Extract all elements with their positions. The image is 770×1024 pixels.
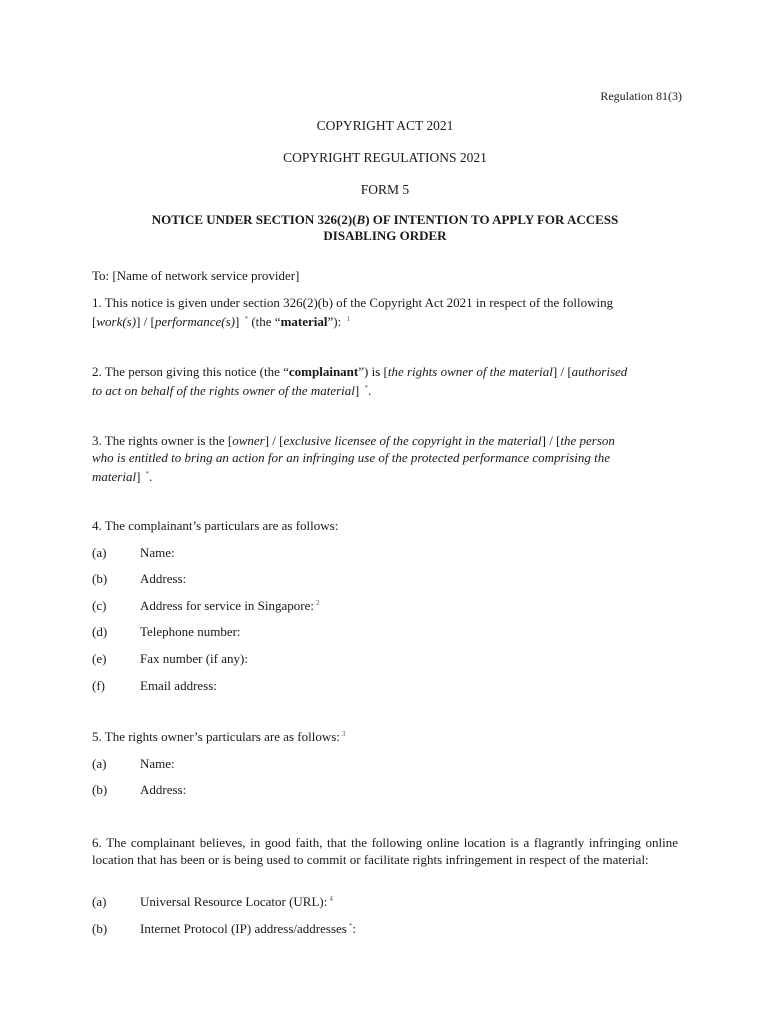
form-heading: FORM 5 (360, 182, 410, 197)
notice-title (0, 212, 770, 244)
p5-item-b-label: (b) (92, 782, 108, 797)
notice-title-part2: ) OF INTENTION TO APPLY FOR ACCESS (365, 212, 619, 227)
to-line: To: [Name of network service provider] (92, 268, 300, 283)
notice-title-line2: DISABLING ORDER (323, 228, 447, 243)
p1-text-4: ] (235, 314, 243, 329)
p4-item-c-footnote: 2 (316, 599, 320, 607)
p3-text-4: ] (136, 469, 144, 484)
p3-text-2: ] / [ (264, 433, 284, 448)
p4-item-d-text: Telephone number: (140, 624, 241, 639)
p6-item-b-tail: : (352, 921, 356, 936)
p4-item-a-label: (a) (92, 545, 107, 560)
p6-item-a-label: (a) (92, 894, 107, 909)
paragraph-1 (92, 294, 678, 330)
notice-title-part1: NOTICE UNDER SECTION 326(2)( (151, 212, 357, 227)
p1-material: material (280, 314, 328, 329)
p4-item-e-label: (e) (92, 651, 107, 666)
p2-footnote-star: * (364, 384, 368, 392)
p5-item-a-text: Name: (140, 756, 175, 771)
p4-item-b-label: (b) (92, 571, 108, 586)
p2-text-5: . (367, 383, 372, 398)
p6-item-a (140, 894, 333, 910)
p3-text-5: . (149, 469, 153, 484)
p3-text-3: ] / [ (541, 433, 561, 448)
p4-item-f-label: (f) (92, 678, 105, 693)
p6-item-b-text: Internet Protocol (IP) address/addresses (140, 921, 347, 936)
p4-item-c (140, 598, 320, 614)
p1-footnote-star: * (244, 315, 249, 323)
notice-title-b: B (356, 212, 366, 227)
p4-item-e-text: Fax number (if any): (140, 651, 248, 666)
p3-italic-1: owner (232, 433, 265, 448)
p5-item-a-label: (a) (92, 756, 107, 771)
p2-text-3: ] / [ (552, 364, 572, 379)
p5-intro-text: 5. The rights owner’s particulars are as follows: (92, 729, 340, 744)
regulations-heading: COPYRIGHT REGULATIONS 2021 (283, 150, 487, 165)
p1-text-3: ] / [ (136, 314, 155, 329)
p2-text-4: ] (354, 383, 363, 398)
p3-italic-3b: who is entitled to bring an action for an infringing use of the protected performance comprising the (92, 450, 611, 465)
paragraph-5-intro (92, 729, 345, 745)
regulation-reference: Regulation 81(3) (600, 89, 682, 103)
paragraph-6-intro: 6. The complainant believes, in good faith, that the following online location is a flagrantly infringing online location that has been or is being used to commit or facilitate rights infringement in respect of the material: (92, 835, 678, 867)
p2-italic-2a: authorised (571, 364, 628, 379)
p2-italic-2b: to act on behalf of the rights owner of the material (92, 383, 355, 398)
p3-footnote-star: * (145, 470, 150, 478)
p1-text-2: [ (92, 314, 97, 329)
p3-text-1: 3. The rights owner is the [ (92, 433, 233, 448)
p1-text-6: ”): (327, 314, 345, 329)
p1-text-5: (the “ (248, 314, 281, 329)
p4-item-c-label: (c) (92, 598, 107, 613)
p4-item-b-text: Address: (140, 571, 187, 586)
p1-text-1: 1. This notice is given under section 326(2)(b) of the Copyright Act 2021 in respect of the following (92, 295, 614, 310)
act-heading: COPYRIGHT ACT 2021 (316, 118, 454, 133)
p5-footnote: 3 (341, 730, 346, 738)
p3-italic-3c: material (92, 469, 137, 484)
paragraph-3 (92, 432, 678, 485)
p1-work: work(s) (96, 314, 137, 329)
p4-item-c-text: Address for service in Singapore: (140, 598, 315, 613)
p5-item-b-text: Address: (140, 782, 187, 797)
p2-text-1: 2. The person giving this notice (the “ (92, 364, 289, 379)
p3-italic-3a: the person (560, 433, 615, 448)
p2-text-2: ”) is [ (358, 364, 388, 379)
p6-item-a-text: Universal Resource Locator (URL): (140, 894, 328, 909)
paragraph-2 (92, 363, 678, 399)
p1-footnote-1: 1 (346, 315, 350, 323)
p2-complainant: complainant (288, 364, 359, 379)
p6-item-b (140, 921, 356, 937)
p4-item-d-label: (d) (92, 624, 108, 639)
p6-item-b-label: (b) (92, 921, 108, 936)
p6-item-a-footnote: 4 (329, 895, 333, 903)
p4-item-f-text: Email address: (140, 678, 217, 693)
p2-italic-1: the rights owner of the material (387, 364, 553, 379)
p3-italic-2: exclusive licensee of the copyright in the material (283, 433, 542, 448)
p6-item-b-footnote: * (348, 922, 353, 930)
p4-item-a-text: Name: (140, 545, 175, 560)
p1-performance: performance(s) (154, 314, 235, 329)
paragraph-4-intro: 4. The complainant’s particulars are as follows: (92, 518, 339, 533)
